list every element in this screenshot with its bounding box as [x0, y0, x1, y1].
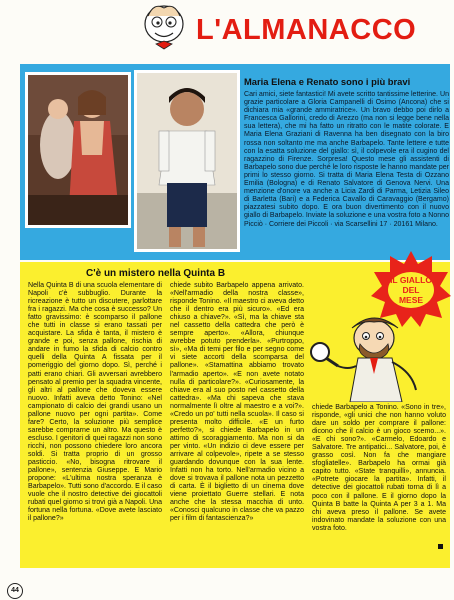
badge-line-1: IL GIALLO — [390, 275, 432, 285]
story-column-1: Nella Quinta B di una scuola elementare di Napoli c'è subbuglio. Durante la ricreazione è tutto un discutere, parlottare fra i ragazzi. Ma che cosa è successo? Un fatto gravissimo: è scomparso il pallone che tutti in classe si erano tassati per acquistare. La sfida è tanta, il mistero è grande e poi, senza pallone, rischia di andare in fumo la sfida di calcio contro quelli della Quinta A fissata per il pomeriggio del giorno dopo. Sì, perché i patti erano chiari. Gli avversari avrebbero pensato al premio per la squadra vincente, gli altri al pallone che doveva essere nuovo. Infatti aveva detto Tonino: «Nel campionato di calcio dei grandi usano un pallone nuovo per ogni partita». Come fare? Certo, la soluzione più semplice sarebbe comprarne un altro. Ma questo è escluso. I genitori di quei ragazzi non sono ricchi, non possono chiedere loro ancora soldi. Si tratta proprio di un grosso pasticcio. «No, bisogna ritrovare il pallone», sentenzia Giuseppe. E Mario propone: «L'ultima nostra speranza è Barbapelo». Tutti sono d'accordo. E il caso vuole che il nostro detective dei giocattoli rubati quel giorno si trovi già a Napoli. Una fortuna nella fortuna. «Dove avete lasciato il pallone?» — [28, 282, 162, 523]
story-column-3: chiede Barbapelo a Tonino. «Sono in tre», risponde, «gli unici che non hanno voluto dare un soldo per comprare il pallone: dicono che il calcio è un gioco scemo...». «E chi sono?». «Carmelo, Edoardo e Salvatore. Tre antipatici... Salvatore, poi, è grasso così. Non fa che mangiare sfogliatelle». Barbapelo ha ormai già capito tutto. «State tranquilli», annuncia. «Potrete giocare la partita». Infatti, il detective dei giocattoli rubati torna di lì a poco con il pallone. E il giorno dopo la Quinta B batte la Quinta A per 3 a 1. Ma chi aveva preso il pallone. Se avete indovinato mandate la soluzione con una vostra foto. — [312, 404, 446, 532]
story-column-2: chiede subito Barbapelo appena arrivato. «Nell'armadio della nostra classe», risponde Tonino. «Il maestro ci aveva detto che il dentro era più sicuro». «Ed era chiuso a chiave?». «Sì, ma la chiave sta nel cassetto della cattedra che però è sempre aperto». «Allora, chiunque avrebbe potuto prenderla». «Purtroppo, sì», «Ma di temi per filo e per segno come vi siete accorti della scomparsa del pallone». «Stamattina abbiamo trovato l'armadio aperto». «E non avete notato nulla di particolare?». «Curiosamente, la chiave era al suo posto nel cassetto della cattedra». «Ma chi sapeva che stava normalmente lì oltre al maestro e a voi?». «Credo un po' tutti nella scuola». Il caso si presenta molto difficile. «E un furto perfetto?», si chiede Barbapelo in un attimo di scoraggiamento. Ma non si da per vinto. «Un indizio ci deve essere per arrivare al colpevole», ripete a se stesso guardando dovunque con la sua lente. Infatti non ha torto. Nell'armadio vicino a dove si trovava il pallone nota un pezzetto di carta. È il biglietto di un cinema dove viene proiettato Guerre stellari. E nota anche che la stessa macchia di unto. «Conosci qualcuno in classe che va pazzo per i film di fantascienza?» — [170, 282, 304, 523]
photo-boy — [134, 70, 240, 252]
end-of-article-mark — [438, 544, 443, 549]
page-number: 44 — [7, 583, 23, 599]
detective-with-magnifier-icon — [308, 310, 430, 402]
story-title: C'è un mistero nella Quinta B — [86, 268, 226, 279]
page-title: L'ALMANACCO — [196, 14, 417, 46]
photo-girl — [25, 72, 131, 228]
badge-line-2: DEL — [402, 285, 420, 295]
letter-body: Cari amici, siete fantastici! Mi avete scritto tantissime letterine. Un grazie particolare a Gloria Campanelli di Osimo (Ancona) che si dichiara mia «grande ammiratrice». Un bravo debbo poi dirlo a Francesca Gallorini, credo di Arezzo (ma non si legge bene nella sua lettera), che mi ha fatto un ritratto con le matite colorate. E Maria Elena Graziani di Ravenna ha ben disegnato con la biro rossa non soltanto me ma anche Barbapelo. Tante lettere e tutte con la esatta soluzione del giallo: sì, il colpevole era il cugino del ragazzino di Firenze. Sorpresa! Questo mese gli assistenti di Barbapelo sono due perché le loro risposte le hanno mandate per primi lo stesso giorno. Si tratta di Maria Elena Testa di Ozzano Emilia (Bologna) e di Renato Salvatore di Genova Nervi. Una menzione d'onore va anche a Licia Zardi di Parma, Letizia Sileo di Barletta (Bari) e a Federica Cavallo di Caravaggio (Bergamo) piazzatesi subito dopo. E ora buon divertimento con il nuovo giallo di Barbapelo. Inviate la soluzione e una vostra foto a Nonno Picciò · Corriere dei Piccoli · via Scarsellini 17 · 20161 Milano. — [244, 91, 449, 228]
letter-title: Maria Elena e Renato sono i più bravi — [244, 76, 411, 87]
mascot-head-icon — [138, 2, 190, 52]
badge-line-3: MESE — [398, 295, 424, 305]
